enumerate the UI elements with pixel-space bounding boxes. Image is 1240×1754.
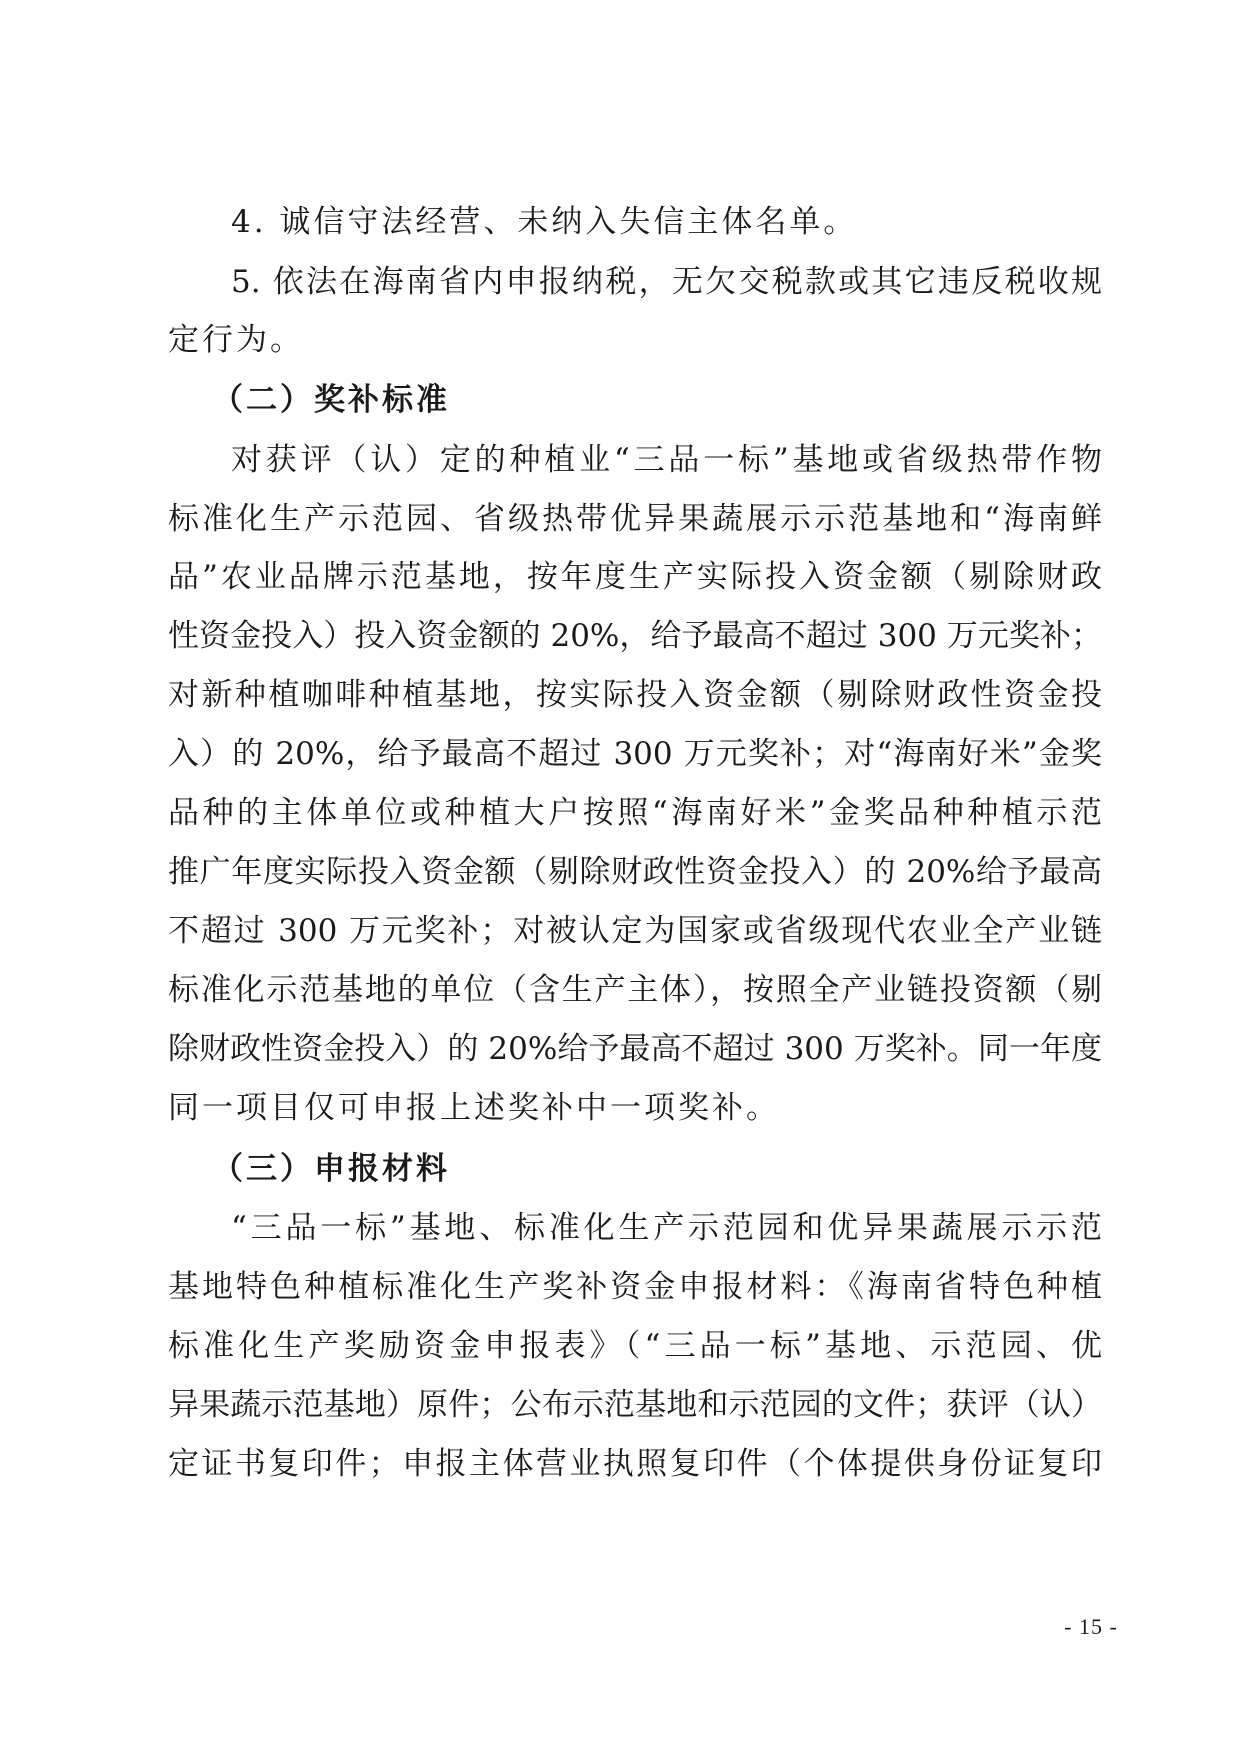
criteria-item-4: 4. 诚信守法经营、未纳入失信主体名单。 [231,204,858,240]
reward-paragraph-line-10: 标准化示范基地的单位（含生产主体），按照全产业链投资额（剔 [168,972,1102,1008]
criteria-item-5-line-2: 定行为。 [168,322,304,358]
reward-paragraph-line-9: 不超过 300 万元奖补；对被认定为国家或省级现代农业全产业链 [168,913,1102,949]
materials-paragraph-line-4: 异果蔬示范基地）原件；公布示范基地和示范园的文件；获评（认） [168,1387,1102,1423]
reward-paragraph-line-1: 对获评（认）定的种植业“三品一标”基地或省级热带作物 [231,442,1102,478]
reward-paragraph-line-3: 品”农业品牌示范基地，按年度生产实际投入资金额（剔除财政 [168,559,1102,595]
materials-paragraph-line-3: 标准化生产奖励资金申报表》（“三品一标”基地、示范园、优 [168,1328,1102,1364]
reward-paragraph-line-2: 标准化生产示范园、省级热带优异果蔬展示示范基地和“海南鲜 [168,501,1102,537]
reward-paragraph-line-5: 对新种植咖啡种植基地，按实际投入资金额（剔除财政性资金投 [168,677,1102,713]
reward-paragraph-line-8: 推广年度实际投入资金额（剔除财政性资金投入）的 20%给予最高 [168,854,1102,890]
materials-paragraph-line-1: “三品一标”基地、标准化生产示范园和优异果蔬展示示范 [231,1210,1102,1246]
criteria-item-5-line-1: 5. 依法在海南省内申报纳税，无欠交税款或其它违反税收规 [231,264,1102,300]
materials-paragraph-line-2: 基地特色种植标准化生产奖补资金申报材料：《海南省特色种植 [168,1269,1102,1305]
section-heading-application-materials: （三）申报材料 [212,1151,450,1187]
page-number: - 15 - [1064,1614,1118,1639]
reward-paragraph-line-11: 除财政性资金投入）的 20%给予最高不超过 300 万奖补。同一年度 [168,1031,1102,1067]
section-heading-reward-standard: （二）奖补标准 [212,382,450,418]
reward-paragraph-line-7: 品种的主体单位或种植大户按照“海南好米”金奖品种种植示范 [168,795,1102,831]
reward-paragraph-line-6: 入）的 20%，给予最高不超过 300 万元奖补；对“海南好米”金奖 [168,736,1102,772]
reward-paragraph-line-12: 同一项目仅可申报上述奖补中一项奖补。 [168,1090,780,1126]
reward-paragraph-line-4: 性资金投入）投入资金额的 20%，给予最高不超过 300 万元奖补； [168,618,1102,654]
materials-paragraph-line-5: 定证书复印件；申报主体营业执照复印件（个体提供身份证复印 [168,1446,1102,1482]
